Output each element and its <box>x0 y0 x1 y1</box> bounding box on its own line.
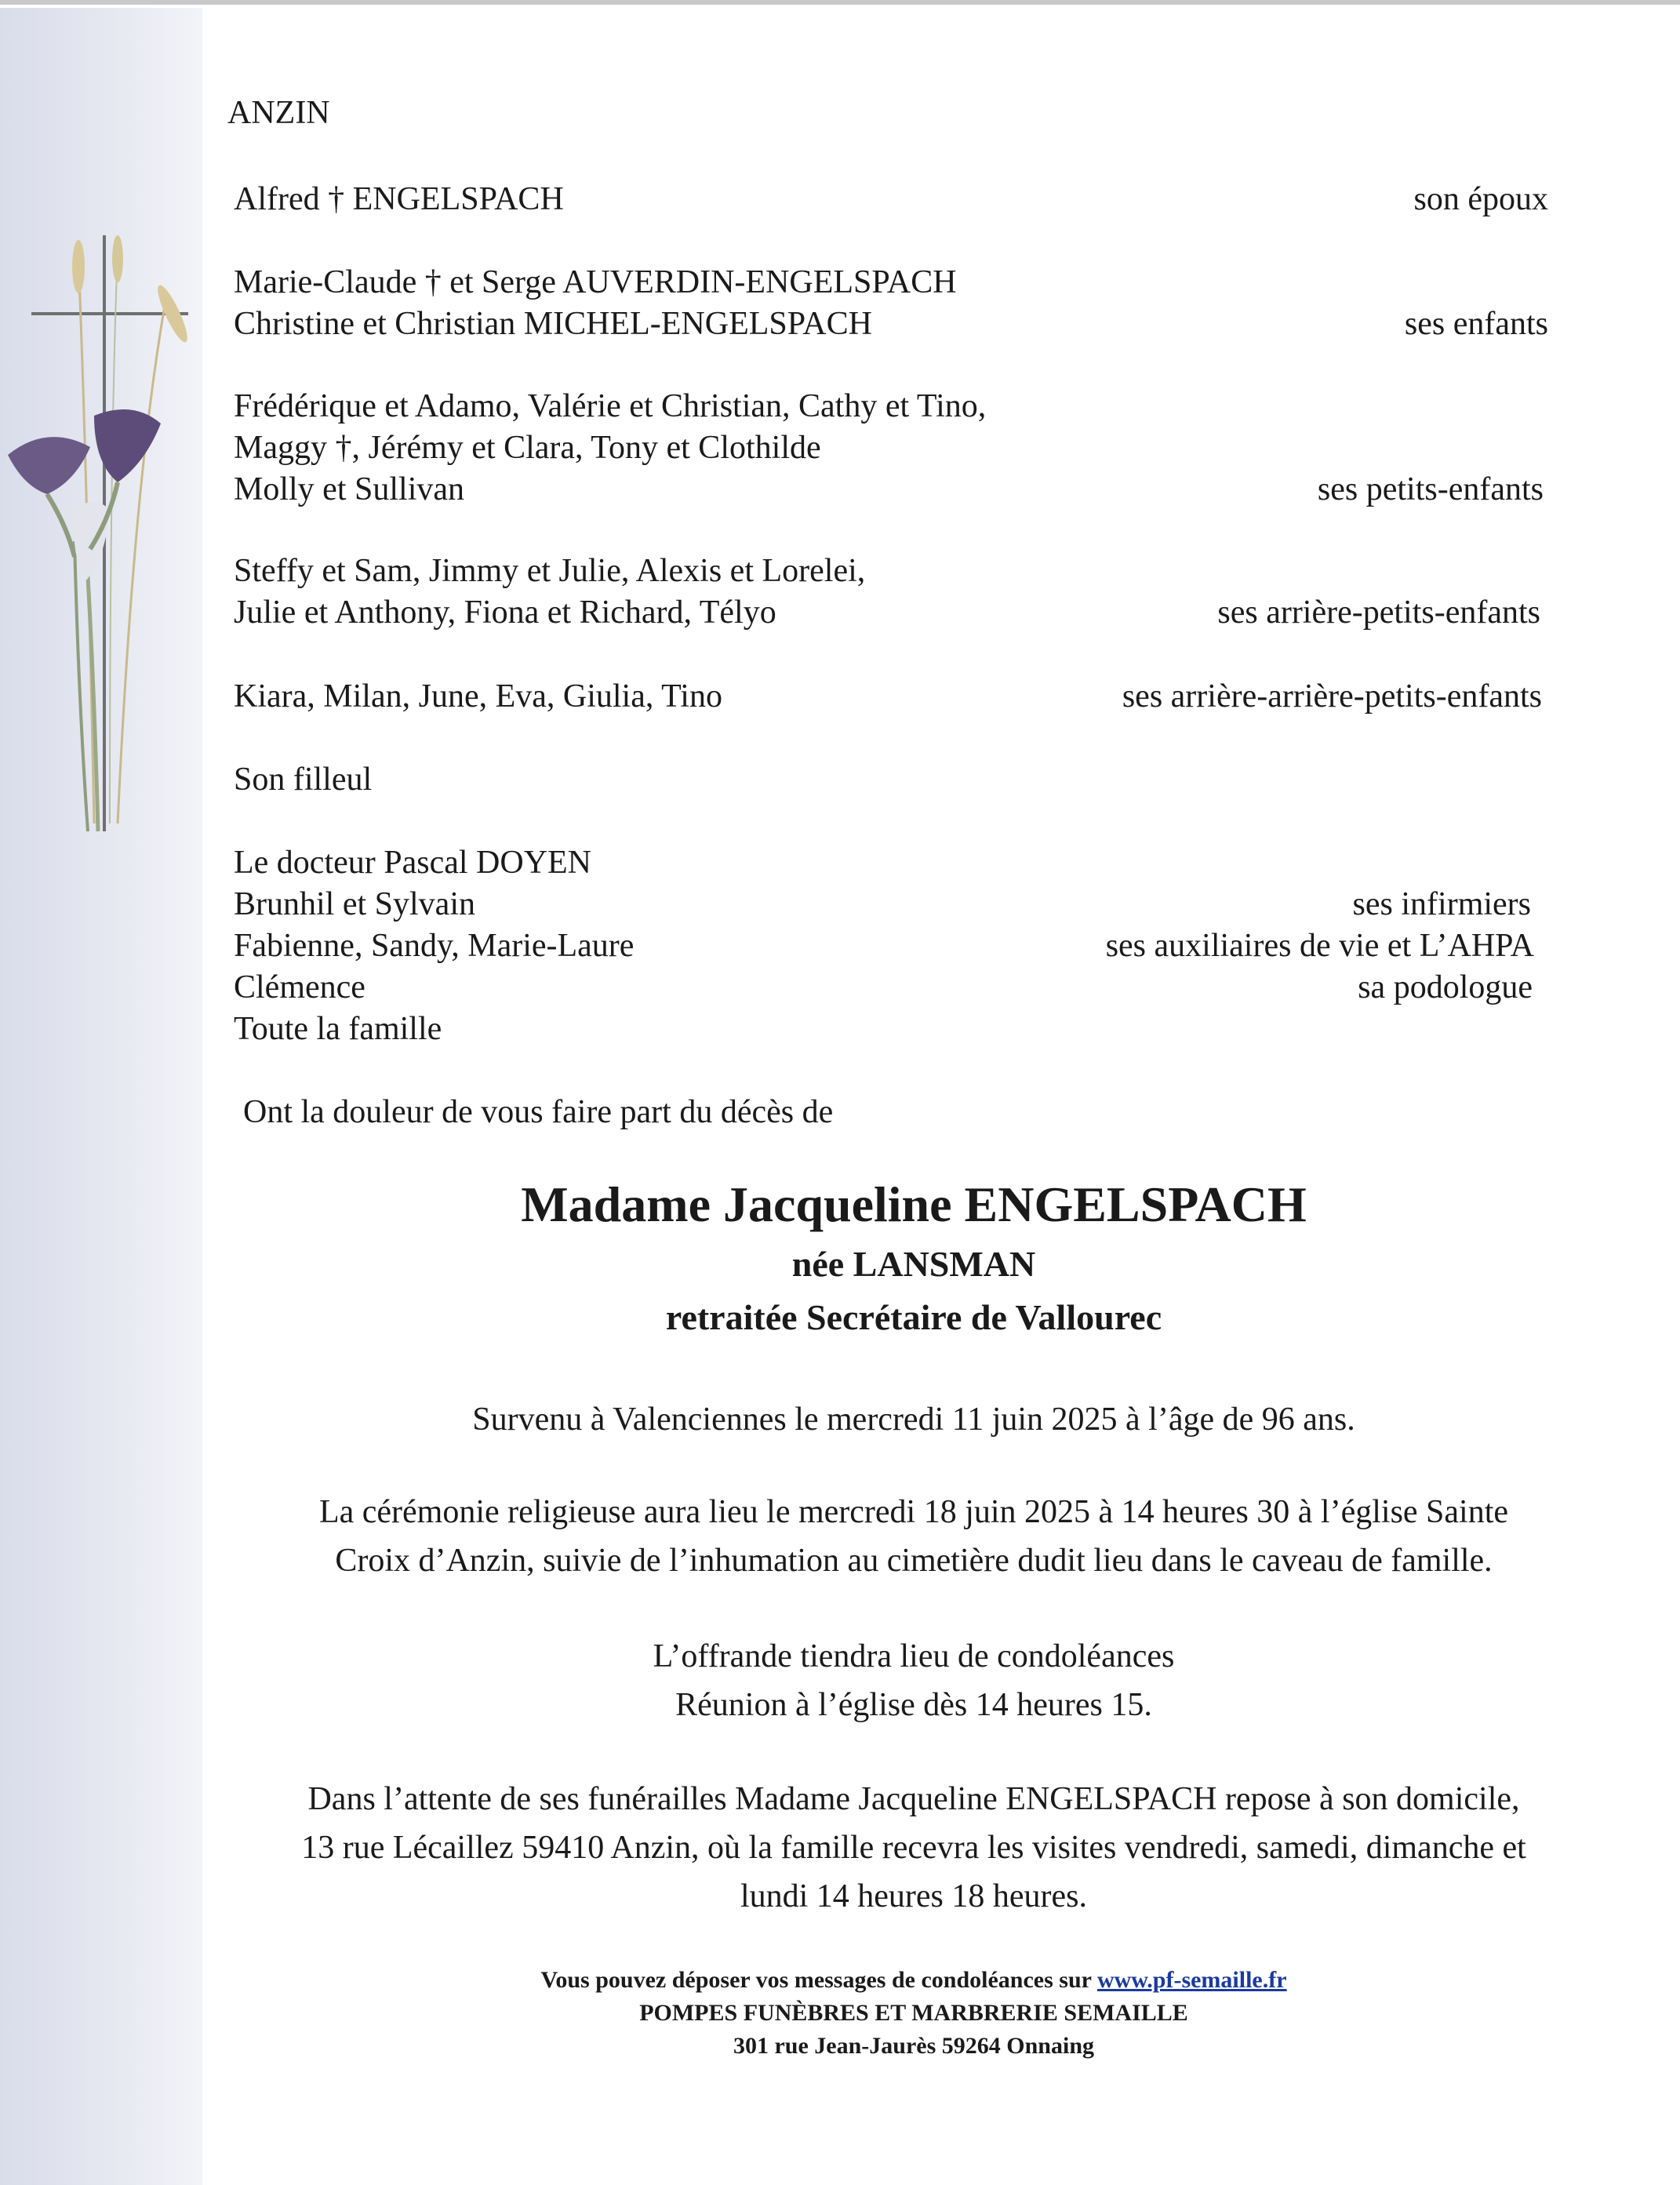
announcement-intro: Ont la douleur de vous faire part du décès de <box>243 1094 834 1130</box>
nurses-role: ses infirmiers <box>1352 886 1531 922</box>
ceremony-line-1: La cérémonie religieuse aura lieu le mercredi 18 juin 2025 à 14 heures 30 à l’église Sainte <box>318 1494 1509 1530</box>
children-line-1: Marie-Claude † et Serge AUVERDIN-ENGELSPACH <box>234 264 957 300</box>
great-great-grandchildren: Kiara, Milan, June, Eva, Giulia, Tino <box>234 678 722 714</box>
rest-line-2: 13 rue Lécaillez 59410 Anzin, où la famille recevra les visites vendredi, samedi, dimanche et <box>301 1830 1526 1866</box>
spouse-role: son époux <box>1413 181 1548 217</box>
ceremony-line-2: Croix d’Anzin, suivie de l’inhumation au cimetière dudit lieu dans le caveau de famille. <box>335 1543 1493 1579</box>
children-line-2: Christine et Christian MICHEL-ENGELSPACH <box>234 306 872 342</box>
death-info: Survenu à Valenciennes le mercredi 11 juin 2025 à l’âge de 96 ans. <box>472 1402 1355 1438</box>
aides-role: ses auxiliaires de vie et L’AHPA <box>1105 928 1534 964</box>
condolence-message <box>204 1965 1624 1995</box>
doctor-name: Le docteur Pascal DOYEN <box>234 845 592 881</box>
podiatrist-role: sa podologue <box>1358 969 1533 1005</box>
rest-line-3: lundi 14 heures 18 heures. <box>740 1878 1088 1914</box>
great-great-grandchildren-role: ses arrière-arrière-petits-enfants <box>1122 678 1542 714</box>
great-grandchildren-line-1: Steffy et Sam, Jimmy et Julie, Alexis et Lorelei, <box>234 553 866 589</box>
podiatrist-name: Clémence <box>234 969 365 1005</box>
spouse-name: Alfred † ENGELSPACH <box>234 181 564 217</box>
rest-line-1: Dans l’attente de ses funérailles Madame Jacqueline ENGELSPACH repose à son domicile, <box>307 1781 1520 1817</box>
company-name: POMPES FUNÈBRES ET MARBRERIE SEMAILLE <box>639 2000 1188 2026</box>
aides-names: Fabienne, Sandy, Marie-Laure <box>234 928 635 964</box>
godson-label: Son filleul <box>234 762 373 798</box>
grandchildren-line-3: Molly et Sullivan <box>234 471 464 507</box>
cross-lily-decoration-icon <box>0 212 212 855</box>
nurses-names: Brunhil et Sylvain <box>234 886 475 922</box>
great-grandchildren-role: ses arrière-petits-enfants <box>1217 594 1540 631</box>
condolence-prefix: Vous pouvez déposer vos messages de condoléances sur <box>540 1967 1097 1993</box>
offering-line-2: Réunion à l’église dès 14 heures 15. <box>675 1687 1152 1723</box>
website-link[interactable]: www.pf-semaille.fr <box>1096 1967 1287 1993</box>
maiden-name: née LANSMAN <box>791 1244 1036 1284</box>
all-family: Toute la famille <box>234 1011 442 1047</box>
company-address: 301 rue Jean-Jaurès 59264 Onnaing <box>733 2033 1095 2059</box>
grandchildren-line-1: Frédérique et Adamo, Valérie et Christian, Cathy et Tino, <box>234 388 987 424</box>
grandchildren-line-2: Maggy †, Jérémy et Clara, Tony et Clothilde <box>234 430 821 466</box>
deceased-name: Madame Jacqueline ENGELSPACH <box>521 1176 1307 1232</box>
offering-line-1: L’offrande tiendra lieu de condoléances <box>653 1638 1175 1674</box>
town-name: ANZIN <box>227 95 330 131</box>
great-grandchildren-line-2: Julie et Anthony, Fiona et Richard, Télyo <box>234 594 776 631</box>
grandchildren-role: ses petits-enfants <box>1317 471 1544 507</box>
children-role: ses enfants <box>1404 306 1548 342</box>
occupation: retraitée Secrétaire de Vallourec <box>665 1297 1162 1337</box>
top-border-line <box>0 0 1680 5</box>
